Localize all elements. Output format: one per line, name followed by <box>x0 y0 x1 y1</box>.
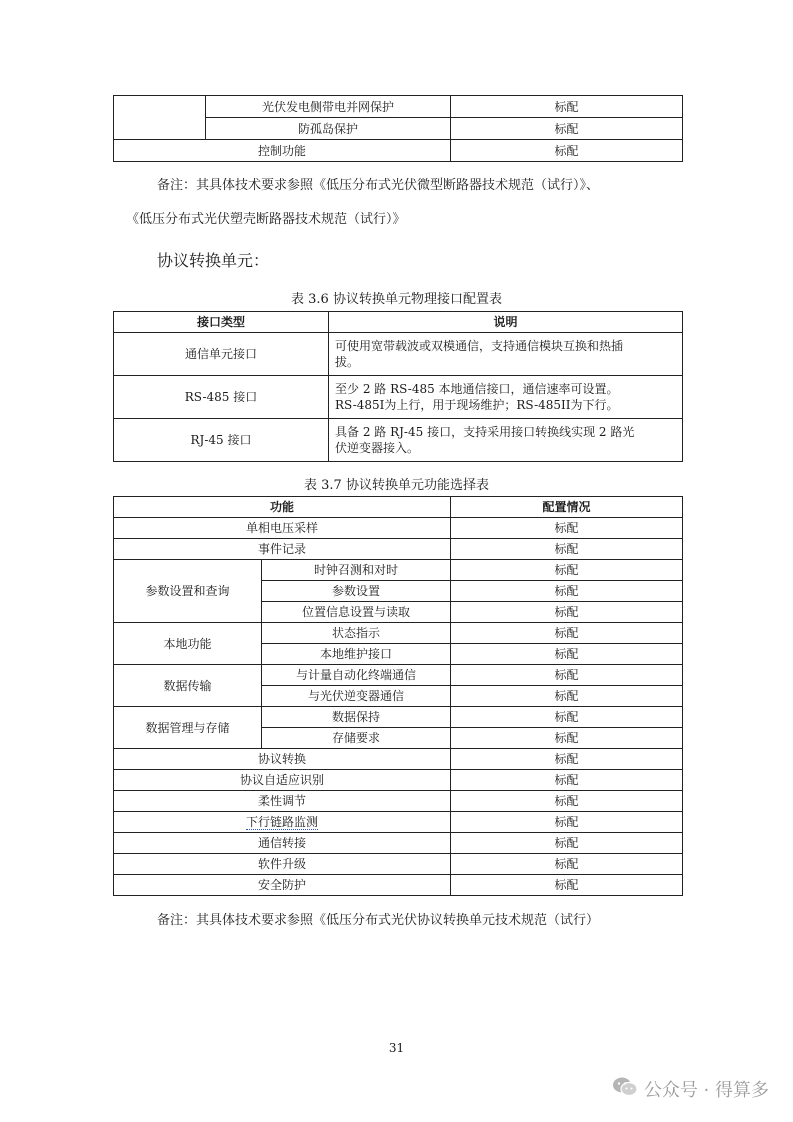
table-cell: 防孤岛保护 <box>206 118 451 140</box>
table-cell: 与计量自动化终端通信 <box>262 665 451 686</box>
table-cell: 控制功能 <box>114 140 451 162</box>
description-line: 拔。 <box>335 355 360 369</box>
remark-line: 备注：其具体技术要求参照《低压分布式光伏协议转换单元技术规范（试行） <box>157 913 600 928</box>
table-cell: RJ-45 接口 <box>114 419 329 462</box>
column-header: 说明 <box>329 312 683 333</box>
description-line: 可使用宽带载波或双模通信，支持通信模块互换和热插 <box>335 339 624 353</box>
column-header: 功能 <box>114 497 451 518</box>
table-row <box>114 623 683 644</box>
table-row <box>114 707 683 728</box>
table-cell: 标配 <box>451 118 683 140</box>
table-cell: 软件升级 <box>114 854 451 875</box>
column-header: 配置情况 <box>451 497 683 518</box>
table-cell: 与光伏逆变器通信 <box>262 686 451 707</box>
table-cell: 标配 <box>451 581 683 602</box>
table-cell: 参数设置 <box>262 581 451 602</box>
table-cell: RS-485 接口 <box>114 376 329 419</box>
table-cell: 标配 <box>451 539 683 560</box>
table-cell: 时钟召测和对时 <box>262 560 451 581</box>
table-caption: 表 3.7 协议转换单元功能选择表 <box>304 478 489 493</box>
table-row <box>114 333 683 376</box>
table-cell: 协议自适应识别 <box>114 770 451 791</box>
table-row <box>114 539 683 560</box>
table-cell: 标配 <box>451 791 683 812</box>
table-row <box>114 770 683 791</box>
table-row <box>114 875 683 896</box>
function-selection-table <box>113 496 683 896</box>
table-row <box>114 376 683 419</box>
table-cell <box>329 376 683 419</box>
table-row <box>114 812 683 833</box>
description-line: 至少 2 路 RS-485 本地通信接口，通信速率可设置。 <box>335 382 619 396</box>
table-cell: 本地维护接口 <box>262 644 451 665</box>
wechat-icon <box>612 1076 638 1103</box>
remark-line-2: 《低压分布式光伏塑壳断路器技术规范（试行）》 <box>126 212 406 227</box>
table-cell: 标配 <box>451 854 683 875</box>
table-cell: 标配 <box>451 812 683 833</box>
table-cell: 状态指示 <box>262 623 451 644</box>
table-cell: 标配 <box>451 749 683 770</box>
table-cell: 标配 <box>451 623 683 644</box>
table-cell: 标配 <box>451 686 683 707</box>
group-cell: 数据管理与存储 <box>114 707 262 749</box>
table-cell: 数据保持 <box>262 707 451 728</box>
table-cell: 柔性调节 <box>114 791 451 812</box>
spellcheck-underlined-text: 下行链路监测 <box>246 815 319 829</box>
table-cell <box>329 333 683 376</box>
table-cell: 标配 <box>451 875 683 896</box>
table-row <box>114 833 683 854</box>
group-cell: 数据传输 <box>114 665 262 707</box>
table-row <box>114 560 683 581</box>
description-line: 伏逆变器接入。 <box>335 441 420 455</box>
table-row <box>114 96 683 118</box>
group-cell: 本地功能 <box>114 623 262 665</box>
watermark-text: 公众号 · 得算多 <box>643 1080 769 1101</box>
table-cell: 标配 <box>451 833 683 854</box>
protection-function-table <box>113 95 683 162</box>
table-cell <box>329 419 683 462</box>
table-cell: 标配 <box>451 665 683 686</box>
table-row <box>114 749 683 770</box>
table-cell: 标配 <box>451 96 683 118</box>
interface-config-table <box>113 311 683 462</box>
watermark <box>612 1074 769 1104</box>
table-row <box>114 665 683 686</box>
table-row <box>114 419 683 462</box>
table-cell: 标配 <box>451 518 683 539</box>
table-cell <box>114 812 451 833</box>
description-line: RS-485I为上行，用于现场维护；RS-485II为下行。 <box>335 398 619 412</box>
table-row <box>114 518 683 539</box>
remark-line-1: 备注：其具体技术要求参照《低压分布式光伏微型断路器技术规范（试行）》、 <box>157 178 600 193</box>
column-header: 接口类型 <box>114 312 329 333</box>
table-cell: 安全防护 <box>114 875 451 896</box>
page-number: 31 <box>388 1041 405 1055</box>
table-cell <box>114 96 206 140</box>
table-cell: 通信单元接口 <box>114 333 329 376</box>
table-cell: 事件记录 <box>114 539 451 560</box>
table-cell: 标配 <box>451 770 683 791</box>
section-title: 协议转换单元： <box>157 251 270 270</box>
table-cell: 标配 <box>451 728 683 749</box>
table-caption: 表 3.6 协议转换单元物理接口配置表 <box>291 292 502 307</box>
table-cell: 位置信息设置与读取 <box>262 602 451 623</box>
description-line: 具备 2 路 RJ-45 接口，支持采用接口转换线实现 2 路光 <box>335 425 635 439</box>
table-cell: 单相电压采样 <box>114 518 451 539</box>
table-cell: 光伏发电侧带电并网保护 <box>206 96 451 118</box>
table-header-row <box>114 312 683 333</box>
table-row <box>114 791 683 812</box>
table-cell: 存储要求 <box>262 728 451 749</box>
group-cell: 参数设置和查询 <box>114 560 262 623</box>
table-cell: 协议转换 <box>114 749 451 770</box>
table-header-row <box>114 497 683 518</box>
table-row <box>114 854 683 875</box>
table-row <box>114 140 683 162</box>
table-cell: 标配 <box>451 140 683 162</box>
table-cell: 标配 <box>451 560 683 581</box>
table-cell: 通信转接 <box>114 833 451 854</box>
table-cell: 标配 <box>451 644 683 665</box>
table-cell: 标配 <box>451 602 683 623</box>
table-cell: 标配 <box>451 707 683 728</box>
